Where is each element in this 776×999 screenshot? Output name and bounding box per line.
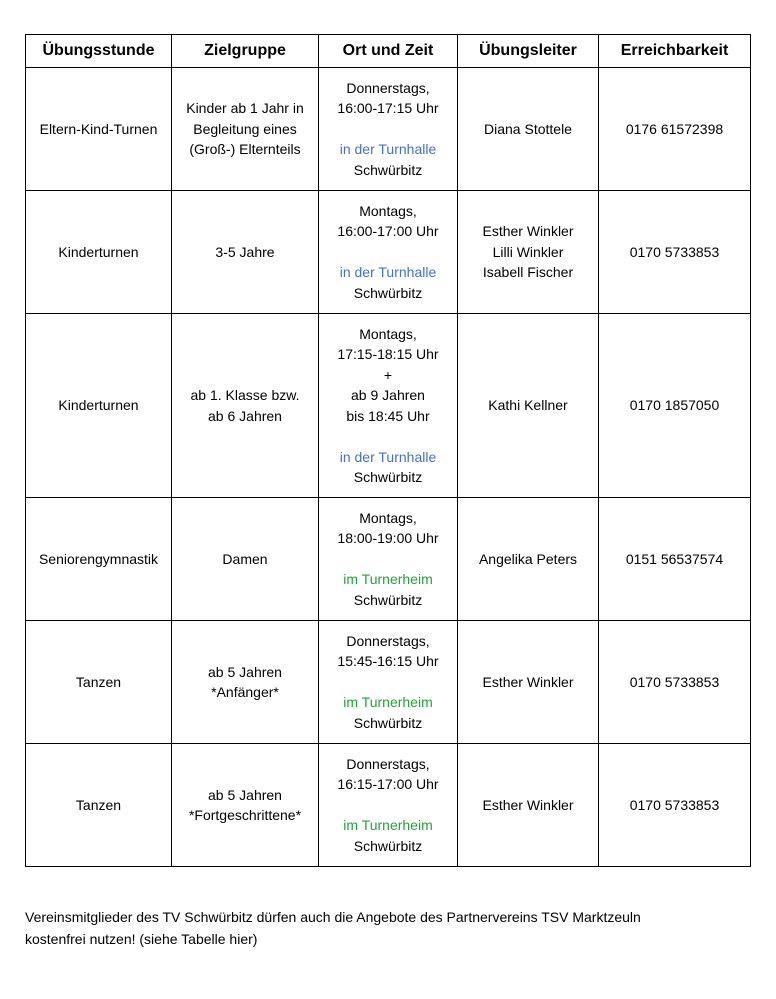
zielgruppe-line: ab 1. Klasse bzw. [190,387,300,403]
leiter-name: Angelika Peters [478,550,578,567]
leiter-name: Esther Winkler [482,673,574,690]
cell-erreichbarkeit: 0170 5733853 [599,744,751,867]
zielgruppe-line: *Fortgeschrittene* [188,807,302,823]
cell-ort-und-zeit [319,744,458,867]
cell-uebungsstunde: Seniorengymnastik [26,498,172,621]
zeit-line: 15:45-16:15 Uhr [337,653,439,670]
cell-uebungsleiter [458,191,599,314]
ort-label: im Turnerheim [343,817,433,834]
zeit-line: Montags, [359,325,417,342]
cell-zielgruppe [172,621,319,744]
footnote [25,906,755,950]
stadt-label: Schwürbitz [353,469,423,485]
cell-uebungsleiter [458,744,599,867]
table-row [26,314,751,498]
table-row [26,191,751,314]
zeit-line: ab 9 Jahren [351,387,425,403]
ort-label: im Turnerheim [343,571,433,588]
zeit-line: 16:15-17:00 Uhr [337,776,439,793]
zeit-line: Donnerstags, [346,79,430,96]
zielgruppe-line: ab 5 Jahren [208,663,282,680]
cell-uebungsleiter [458,498,599,621]
table-row [26,621,751,744]
ort-label: in der Turnhalle [339,141,437,158]
zeit-line: Donnerstags, [346,755,430,772]
cell-erreichbarkeit: 0170 1857050 [599,314,751,498]
zielgruppe-line: (Groß-) Elternteils [189,141,301,158]
zielgruppe-line: Kinder ab 1 Jahr in [186,100,304,117]
cell-zielgruppe [172,68,319,191]
footnote-line: kostenfrei nutzen! (siehe Tabelle hier) [25,931,258,947]
cell-zielgruppe [172,191,319,314]
zeit-line: 16:00-17:00 Uhr [337,223,439,240]
cell-uebungsstunde: Kinderturnen [26,191,172,314]
ort-label: im Turnerheim [343,694,433,711]
cell-uebungsstunde: Eltern-Kind-Turnen [26,68,172,191]
zeit-line: Donnerstags, [346,632,430,649]
cell-uebungsstunde: Kinderturnen [26,314,172,498]
zeit-line: + [383,366,393,383]
spacer [321,795,455,816]
zeit-line: Montags, [359,509,417,526]
leiter-name: Esther Winkler [482,223,574,240]
stadt-label: Schwürbitz [353,714,423,731]
cell-ort-und-zeit [319,68,458,191]
zeit-line: 18:00-19:00 Uhr [337,530,439,547]
cell-erreichbarkeit: 0170 5733853 [599,191,751,314]
ort-label: in der Turnhalle [339,264,437,281]
cell-uebungsleiter [458,68,599,191]
header-ort-und-zeit: Ort und Zeit [319,35,458,68]
spacer [321,672,455,693]
cell-erreichbarkeit: 0151 56537574 [599,498,751,621]
spacer [321,119,455,140]
cell-uebungsleiter [458,314,599,498]
leiter-name: Diana Stottele [484,120,572,137]
zielgruppe-line: ab 6 Jahren [208,407,282,424]
leiter-name: Lilli Winkler [492,243,564,260]
cell-erreichbarkeit: 0170 5733853 [599,621,751,744]
zielgruppe-line: *Anfänger* [211,684,279,700]
stadt-label: Schwürbitz [353,284,423,301]
leiter-name: Isabell Fischer [482,264,574,281]
zielgruppe-line: 3-5 Jahre [215,243,275,260]
cell-ort-und-zeit [319,498,458,621]
cell-zielgruppe [172,744,319,867]
stadt-label: Schwürbitz [353,591,423,608]
header-erreichbarkeit: Erreichbarkeit [599,35,751,68]
spacer [321,549,455,570]
stadt-label: Schwürbitz [353,161,423,178]
zielgruppe-line: ab 5 Jahren [208,786,282,803]
zeit-line: bis 18:45 Uhr [346,407,430,424]
schedule-table [25,34,751,867]
stadt-label: Schwürbitz [353,837,423,854]
header-zielgruppe: Zielgruppe [172,35,319,68]
cell-zielgruppe [172,498,319,621]
cell-ort-und-zeit [319,314,458,498]
cell-ort-und-zeit [319,621,458,744]
table-row [26,744,751,867]
cell-uebungsstunde: Tanzen [26,744,172,867]
cell-zielgruppe [172,314,319,498]
cell-erreichbarkeit: 0176 61572398 [599,68,751,191]
zeit-line: 17:15-18:15 Uhr [337,346,439,362]
cell-uebungsleiter [458,621,599,744]
header-row [26,35,751,68]
spacer [321,242,455,263]
header-uebungsstunde: Übungsstunde [26,35,172,68]
ort-label: in der Turnhalle [339,448,437,465]
leiter-name: Esther Winkler [482,796,574,813]
footnote-line: Vereinsmitglieder des TV Schwürbitz dürfen auch die Angebote des Partnervereins TSV Marktzeuln [25,909,641,925]
leiter-name: Kathi Kellner [488,397,568,414]
table-row [26,68,751,191]
header-uebungsleiter: Übungsleiter [458,35,599,68]
zeit-line: 16:00-17:15 Uhr [337,100,439,117]
zielgruppe-line: Begleitung eines [193,120,297,137]
zeit-line: Montags, [359,202,417,219]
table-row [26,498,751,621]
cell-uebungsstunde: Tanzen [26,621,172,744]
cell-ort-und-zeit [319,191,458,314]
zielgruppe-line: Damen [222,550,268,567]
spacer [321,426,455,447]
